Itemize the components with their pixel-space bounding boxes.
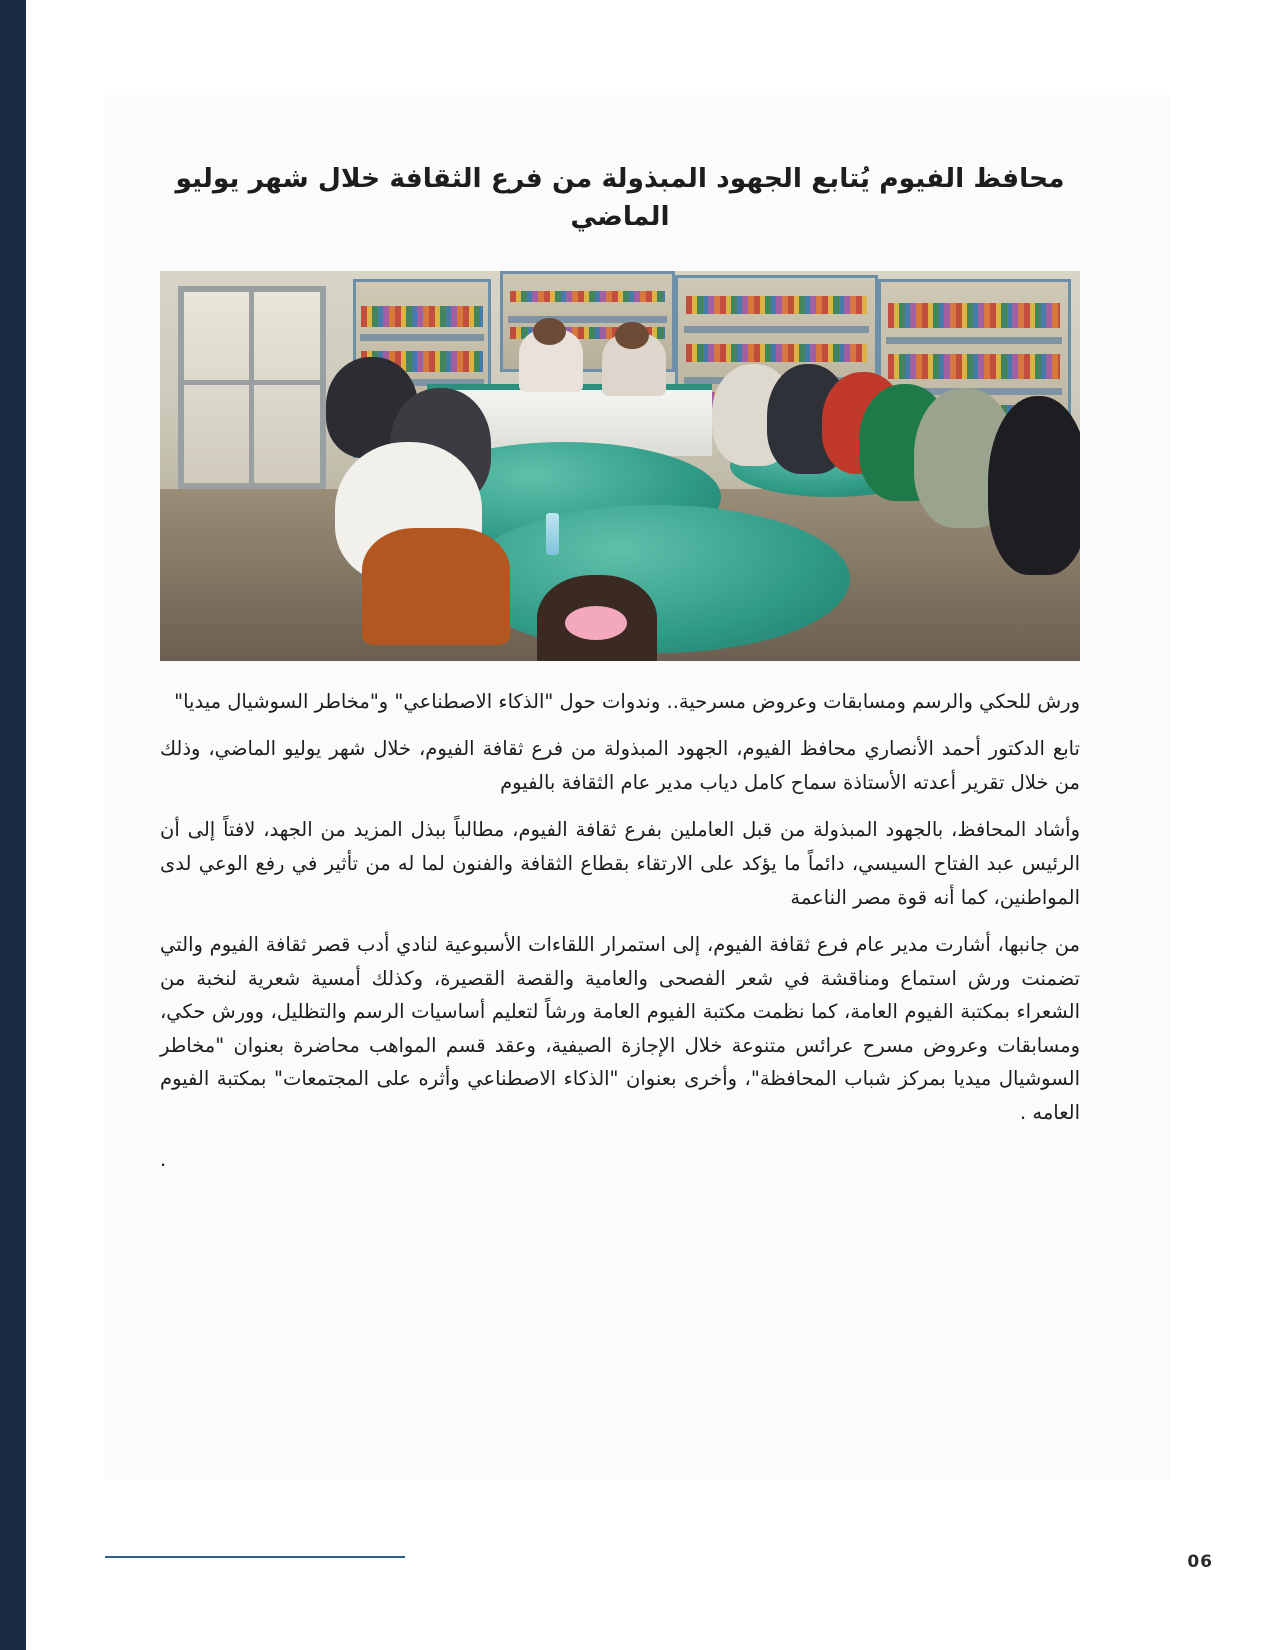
photo-person-official-2-head bbox=[615, 322, 648, 349]
article-trailing-mark: . bbox=[160, 1148, 167, 1172]
page-number: 06 bbox=[1187, 1552, 1213, 1572]
photo-person-4 bbox=[362, 528, 509, 645]
article-container bbox=[160, 160, 1080, 1191]
article-paragraph-1: ورش للحكي والرسم ومسابقات وعروض مسرحية.. وندوات حول "الذكاء الاصطناعي" و"مخاطر السوشيال ميديا" bbox=[174, 689, 1080, 713]
photo-water-bottle bbox=[546, 513, 559, 555]
article-paragraph-4: من جانبها، أشارت مدير عام فرع ثقافة الفيوم، إلى استمرار اللقاءات الأسبوعية لنادي أدب قصر ثقافة الفيوم والتي تضمنت ورش استماع ومناقشة في شعر الفصحى والعامية والقصة القصيرة، وكذلك أمسية شعرية لنخبة من الشعراء بمكتبة الفيوم العامة، كما نظمت مكتبة الفيوم العامة ورشاً لتعليم أساسيات الرسم والتظليل، وورش حكي، ومسابقات وعروض مسرح عرائس متنوعة خلال الإجازة الصيفية، وعقد قسم المواهب محاضرة بعنوان "مخاطر السوشيال ميديا بمركز شباب المحافظة"، وأخرى بعنوان "الذكاء الاصطناعي وأثره على المجتمعات" بمكتبة الفيوم العامه . bbox=[160, 933, 1080, 1124]
photo-hair-bow bbox=[565, 606, 627, 640]
footer-rule bbox=[105, 1556, 405, 1558]
photo-illustration bbox=[160, 271, 1080, 661]
article-paragraph-2: تابع الدكتور أحمد الأنصاري محافظ الفيوم، الجهود المبذولة من فرع ثقافة الفيوم، خلال شهر يوليو الماضي، وذلك من خلال تقرير أعدته الأستاذة سماح كامل دياب مدير عام الثقافة بالفيوم bbox=[160, 737, 1080, 794]
photo-table-2 bbox=[464, 505, 850, 653]
photo-person-10 bbox=[988, 396, 1080, 575]
article-photo bbox=[160, 271, 1080, 661]
article-paragraph-3: وأشاد المحافظ، بالجهود المبذولة من قبل العاملين بفرع ثقافة الفيوم، مطالباً ببذل المزيد من الجهد، لافتاً إلى أن الرئيس عبد الفتاح السيسي، دائماً ما يؤكد على الارتقاء بقطاع الثقافة والفنون لما له من تأثير في رفع الوعي لدى المواطنين، كما أنه قوة مصر الناعمة bbox=[160, 818, 1080, 909]
left-accent-bar bbox=[0, 0, 26, 1650]
article-body bbox=[160, 685, 1080, 1177]
photo-person-official-1-head bbox=[533, 318, 566, 345]
page-title: محافظ الفيوم يُتابع الجهود المبذولة من فرع الثقافة خلال شهر يوليو الماضي bbox=[175, 163, 1065, 233]
photo-window bbox=[178, 286, 325, 489]
